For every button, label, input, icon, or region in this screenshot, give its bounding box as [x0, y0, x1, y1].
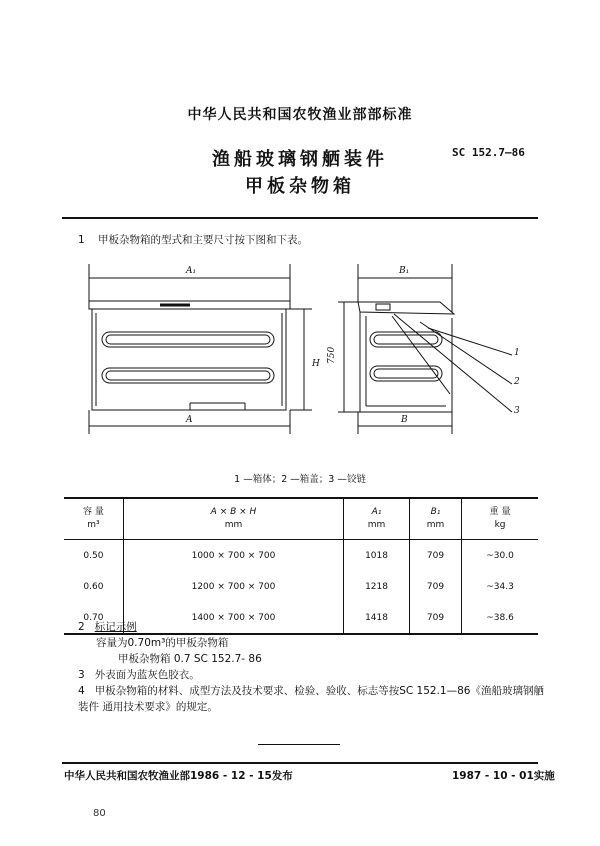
section-2-heading: 2 标记示例 [78, 621, 137, 633]
callout-3: 3 [514, 406, 520, 416]
cell-b1: 709 [409, 602, 461, 634]
figure-legend: 1 —箱体；2 —箱盖；3 —铰链 [234, 474, 366, 485]
cell-capacity: 0.60 [83, 581, 104, 592]
effective-date: 1987 - 10 - 01实施 [452, 770, 555, 782]
dim-label-b: B [401, 415, 408, 425]
cell-b1: 709 [409, 540, 461, 572]
cell-a1: 1018 [344, 540, 410, 572]
page-number: 80 [93, 808, 106, 819]
cell-capacity: 0.50 [83, 550, 104, 561]
cell-capacity: 0.70 [64, 602, 123, 634]
table-row [64, 571, 538, 602]
col-header-b1: B₁ mm [409, 498, 461, 540]
section-1-number: 1 [78, 234, 85, 246]
section-4-line2: 装件 通用技术要求》的规定。 [78, 701, 218, 713]
cell-dims: 1200 × 700 × 700 [123, 571, 343, 602]
dim-label-a1: A₁ [186, 266, 197, 276]
table-header-row [64, 498, 538, 540]
cell-dims: 1400 × 700 × 700 [123, 602, 343, 634]
dim-label-a: A [186, 415, 193, 425]
section-3: 3 外表面为蓝灰色胶衣。 [78, 669, 200, 681]
callout-2: 2 [514, 377, 520, 387]
cell-weight: ~38.6 [462, 602, 538, 634]
standard-title: 中华人民共和国农牧渔业部部标准 [187, 107, 413, 123]
document-title-line1: 渔船玻璃钢舾装件 [212, 149, 388, 170]
spec-table [64, 497, 538, 635]
front-view [89, 264, 312, 434]
standard-code: SC 152.7—86 [452, 146, 525, 159]
callout-1: 1 [514, 348, 520, 358]
cell-weight: ~34.3 [462, 571, 538, 602]
col-header-capacity: 容 量 m³ [64, 498, 123, 540]
document-title-line2: 甲板杂物箱 [245, 176, 355, 197]
section-2-line1: 容量为0.70m³的甲板杂物箱 [96, 637, 229, 649]
table-row [64, 540, 538, 572]
section-2-line2: 甲板杂物箱 0.7 SC 152.7- 86 [118, 653, 262, 665]
dim-label-b1: B₁ [399, 266, 410, 276]
col-header-a1: A₁ mm [344, 498, 410, 540]
section-4-line1: 4 甲板杂物箱的材料、成型方法及技术要求、检验、验收、标志等按SC 152.1—86《渔船玻璃钢舾 [78, 685, 544, 697]
issue-date: 中华人民共和国农牧渔业部1986 - 12 - 15发布 [64, 770, 293, 782]
cell-a1: 1418 [344, 602, 410, 634]
cell-b1: 709 [409, 571, 461, 602]
col-header-dimensions: A × B × H mm [123, 498, 343, 540]
dim-label-750: 750 [327, 346, 337, 364]
section-1-text: 甲板杂物箱的型式和主要尺寸按下图和下表。 [98, 234, 309, 246]
end-rule [258, 744, 340, 745]
footer-rule [62, 762, 538, 764]
cell-a1: 1218 [344, 571, 410, 602]
cell-dims: 1000 × 700 × 700 [123, 540, 343, 572]
col-header-weight: 重 量 kg [462, 498, 538, 540]
side-view [338, 264, 512, 434]
cell-weight: ~30.0 [462, 540, 538, 572]
dim-label-h: H [312, 359, 320, 369]
